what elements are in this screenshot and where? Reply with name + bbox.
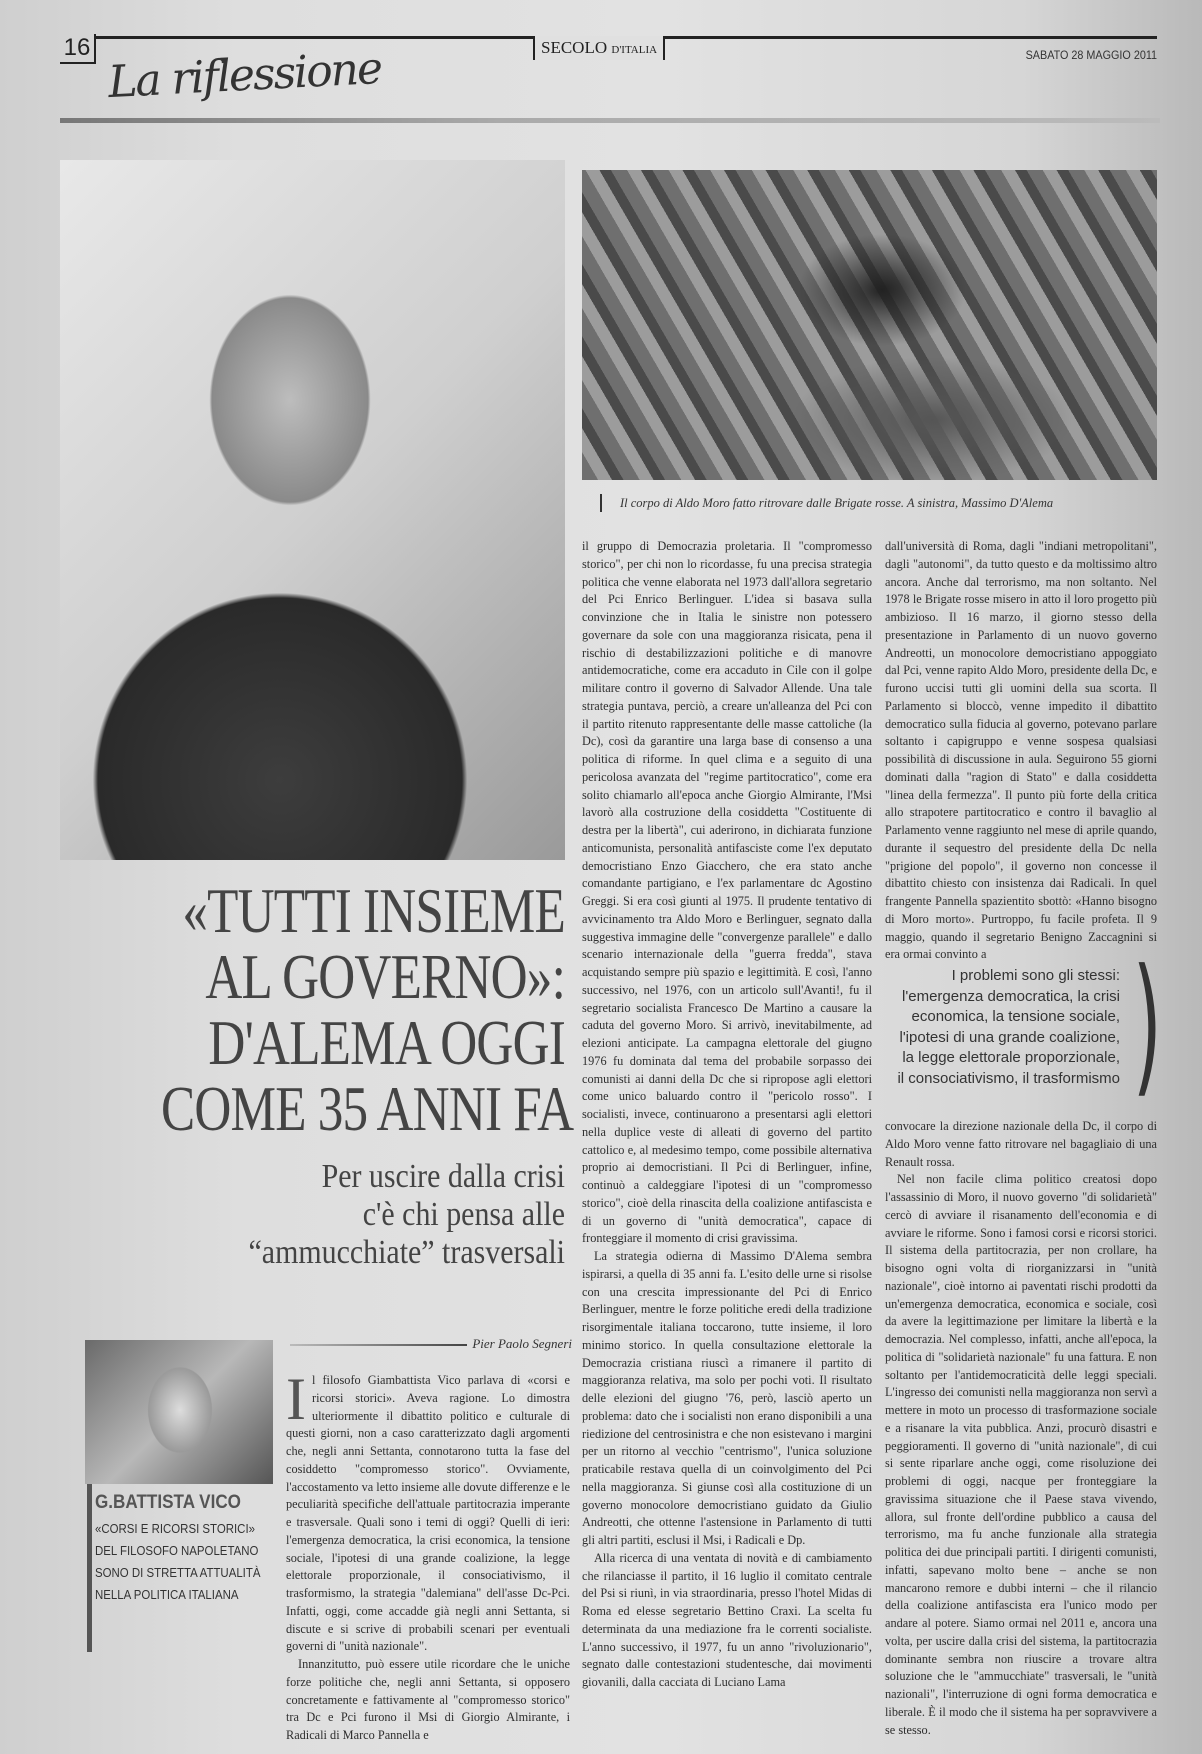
quote-line: l'ipotesi di una grande coalizione, — [899, 1028, 1120, 1046]
headline-line: «TUTTI INSIEME — [182, 875, 565, 946]
masthead — [533, 36, 665, 60]
masthead-suffix: D'ITALIA — [611, 44, 658, 56]
sidebar-name: G.BATTISTA VICO — [95, 1492, 241, 1513]
section-rule — [60, 118, 1160, 123]
paragraph: il gruppo di Democrazia proletaria. Il "compromesso storico", per chi non lo ricordasse, fu una precisa strategia politica che venne elaborata nel 1973 dall'allora segretario del Pci Enrico Berlinguer. L'idea si basava sulla convinzione che in Italia le sinistre non potessero governare da sole con una maggioranza risicata, pena il rischio di destabilizzazioni politiche e di manovre antidemocratiche, come era accaduto in Cile con il golpe militare contro il governo di Salvador Allende. Una tale strategia puntava, perciò, a creare un'alleanza del Pci con il partito ritenuto rappresentante delle masse cattoliche (la Dc), così da garantire una larga base di consenso a una politica di riforme. In quel clima e a seguito di una pericolosa avanzata del "regime partitocratico", come era solito chiamarlo all'epoca anche Giorgio Almirante, l'Msi lavorò alla costruzione della cosiddetta "Costituente di destra per la libertà", cui aderirono, in dichiarata funzione anticomunista, personalità antifasciste come l'ex deputato democristiano Enzo Giacchero, che era stato anche comandante partigiano, e l'ex parlamentare dc Agostino Greggi. Si era così giunti al 1975. Il prudente tentativo di avvicinamento tra Aldo Moro e Berlinguer, segnato dalla suggestiva immagine delle "convergenze parallele" e dallo scenario internazionale della "guerra fredda", stava acquistando sempre più spazio e legittimità. E così, l'anno successivo, nel 1976, con un articolo sull'Avanti!, fu il segretario socialista Francesco De Martino a causare la caduta del governo Moro. Si arrivò, inevitabilmente, ad elezioni anticipate. La campagna elettorale del giugno 1976 fu dominata dal tema del probabile sorpasso dei comunisti ai danni della Dc che si ripropose agli elettori come unico baluardo contro il "pericolo rosso". I socialisti, invece, continuarono a presentarsi agli elettori nella duplice veste di alleati di governo del partito cattolico e, al medesimo tempo, come possibile alternativa proprio ai democristiani. Il Pci di Berlinguer, infine, continuò a caldeggiare l'ipotesi di un "compromesso storico", cioè della rinascita della coalizione antifascista e di un governo di "unità democratica", capace di fronteggiare il momento di crisi gravissima. — [582, 539, 872, 1246]
issue-date: SABATO 28 MAGGIO 2011 — [1025, 48, 1157, 62]
headline-line: COME 35 ANNI FA — [161, 1073, 574, 1144]
pull-quote — [885, 966, 1120, 1089]
quote-line: la legge elettorale proporzionale, — [902, 1049, 1120, 1066]
headline — [60, 875, 574, 1144]
subhead-line: “ammucchiate” trasversali — [248, 1234, 565, 1271]
quote-line: I problemi sono gli stessi: — [951, 967, 1120, 984]
headline-line: D'ALEMA OGGI — [208, 1007, 566, 1078]
sidebar-vico — [85, 1340, 273, 1652]
article-column-2 — [582, 538, 872, 1752]
paragraph: Nel non facile clima politico creatosi dopo l'assassinio di Moro, il nuovo governo "di solidarietà" cercò di avviare il risanamento dell'economia e di avviare le riforme. Sono i famosi corsi e ricorsi storici. Il sistema della partitocrazia, per non crollare, ha bisogno ogni volta di riorganizzarsi in "unità nazionale", cioè intorno ai paventati rischi prodotti da un'emergenza democratica, economica e sociale, così da avere la legittimazione per limitare la libertà e la democrazia. Nel complesso, infatti, anche all'epoca, la politica di "solidarietà nazionale" fu una fattura. E non soltanto per l'antidemocraticità delle leggi speciali. L'ingresso dei comunisti nella maggioranza non servì a mettere in moto un processo di trasformazione sociale e a risanare la vita pubblica. Anzi, procurò disastri e peggioramenti. Il governo di "unità nazionale", di cui si sente riparlare anche oggi, come risoluzione dei problemi di oggi, nacque per fronteggiare la gravissima situazione che il Paese stava vivendo, allora, sul fronte dell'ordine pubblico a causa del terrorismo, ma fu anche funzionale alla strategia politica dei due principali partiti. I dirigenti comunisti, infatti, sapevano molto bene – anche se non mancarono remore e dubbi interni – che il rilancio della coalizione antifascista era l'unico modo per andare al potere. Siamo ormai nel 2011 e, ancora una volta, per uscire dalla crisi del sistema, la partitocrazia dominante sembra non riuscire a trovare altra soluzione che le "ammucchiate" trasversali, le "unità nazionali", l'interruzione di ogni forma democratica e liberale. È il modo che il sistema ha per sopravvivere a se stesso. — [885, 1172, 1157, 1737]
article-column-1 — [286, 1366, 571, 1752]
sidebar-bar — [87, 1484, 92, 1652]
section-title: La riflessione — [106, 42, 383, 109]
paragraph: Alla ricerca di una ventata di novità e di cambiamento che rilanciasse il partito, il 16 luglio il comitato centrale del Psi si riunì, in via straordinaria, presso l'hotel Midas di Roma ed elesse segretario Bettino Craxi. La scelta fu determinata da una mediazione fra le correnti socialiste. L'anno successivo, il 1977, fu un anno "rivoluzionario", segnato dalle contestazioni studentesche, dai movimenti giovanili, dalla cacciata di Luciano Lama — [582, 1550, 872, 1689]
subhead-line: c'è chi pensa alle — [362, 1196, 565, 1233]
paragraph: convocare la direzione nazionale della Dc, il corpo di Aldo Moro venne fatto ritrovare nel bagagliaio di una Renault rossa. — [885, 1119, 1157, 1169]
quote-line: l'emergenza democratica, la crisi — [902, 987, 1120, 1005]
byline: Pier Paolo Segneri — [290, 1336, 572, 1352]
photo-moro — [582, 170, 1157, 480]
subheadline — [60, 1158, 565, 1272]
article-column-3-top — [885, 538, 1157, 962]
photo-dalema — [60, 160, 565, 860]
portrait-vico — [85, 1340, 273, 1484]
paragraph: Innanzitutto, può essere utile ricordare che le uniche forze politiche che, negli anni Settanta, si opposero concretamente e fattivamente al "compromesso storico" tra Dc e Pci furono il Msi di Giorgio Almirante, i Radicali di Marco Pannella e — [286, 1657, 570, 1742]
quote-line: economica, la tensione sociale, — [911, 1008, 1120, 1025]
quote-bracket-icon: ) — [1132, 938, 1162, 1112]
quote-line: il consociativismo, il trasformismo — [897, 1069, 1120, 1087]
paragraph: La strategia odierna di Massimo D'Alema sembra ispirarsi, a quella di 35 anni fa. L'esito delle urne si risolse con una crescita impressionante del Pci di Enrico Berlinguer, mentre le forze politiche eredi della tradizione risorgimentale italiana toccarono, tutte insieme, il loro minimo storico. In quella consultazione elettorale la Democrazia cristiana riuscì a rimanere il partito di maggioranza relativa, ma solo per pochi voti. Il risultato delle elezioni del giugno '76, però, lasciò aperto un problema: dato che i socialisti non erano disponibili a una riedizione del centrosinistra e che non esistevano i margini per un ritorno al vecchio "centrismo", l'unica soluzione praticabile restava quella di un coinvolgimento del Pci nella maggioranza. Si giunse così alla costituzione di un governo monocolore democristiano guidato da Giulio Andreotti, che ottenne l'astensione in Parlamento di tutti gli altri partiti, esclusi il Msi, i Radicali e Dp. — [582, 1249, 872, 1547]
headline-line: AL GOVERNO»: — [205, 941, 565, 1012]
paragraph: dall'università di Roma, dagli "indiani metropolitani", dagli "autonomi", da tutto questo e da moltissimo altro ancora. Anche dal terrorismo, ma non soltanto. Nel 1978 le Brigate rosse misero in atto il loro progetto più ambizioso. Il 16 marzo, il giorno stesso della presentazione in Parlamento di un nuovo governo Andreotti, un monocolore democristiano appoggiato dal Pci, venne rapito Aldo Moro, presidente della Dc, e furono uccisi tutti gli uomini della sua scorta. Il Parlamento si bloccò, venne impedito il dibattito democratico sulla fiducia al governo, potevano parlare soltanto i capigruppo e venne sospesa qualsiasi possibilità di discussione in aula. Seguirono 55 giorni dominati dalla "ragion di Stato" e dalla cosiddetta "linea della fermezza". Il punto più forte della critica allo strapotere partitocratico e contro il bavaglio al Parlamento venne raggiunto nel mese di aprile quando, durante il sequestro del presidente della Dc nella "prigione del popolo", il governo non concesse il dibattito chiesto con insistenza dai Radicali. In quel frangente Pannella spazientito sbottò: «Hanno bisogno di Moro morto». Purtroppo, fu facile profeta. Il 9 maggio, quando il segretario Benigno Zaccagnini si era ormai convinto a — [885, 539, 1157, 962]
photo-caption: Il corpo di Aldo Moro fatto ritrovare dalle Brigate rosse. A sinistra, Massimo D'Alema — [600, 494, 1180, 512]
page-number: 16 — [60, 34, 96, 64]
subhead-line: Per uscire dalla crisi — [321, 1158, 565, 1195]
sidebar-text: «CORSI E RICORSI STORICI» DEL FILOSOFO NAPOLETANO SONO DI STRETTA ATTUALITÀ NELLA POLITICA ITALIANA — [95, 1521, 261, 1602]
paragraph: l filosofo Giambattista Vico parlava di «corsi e ricorsi storici». Aveva ragione. Lo dimostra ulteriormente il dibattito politico e culturale di questi giorni, non a caso caratterizzato dagli argomenti che, negli anni Settanta, connotarono tutta la fase del cosiddetto "compromesso storico". Ovviamente, l'accostamento va letto insieme alle dovute differenze e le peculiarità specifiche dell'attuale partitocrazia imperante e trasversale. Quali sono i temi di oggi? Quelli di ieri: l'emergenza democratica, la crisi economica, la tensione sociale, l'ipotesi di una grande coalizione, la legge elettorale proporzionale, il consociativismo, il trasformismo, la strategia "dalemiana" dell'asse Dc-Pci. Infatti, oggi, come accadde già negli anni Settanta, si discute e si scrive di probabili scenari per eventuali governi di "unità nazionale". — [286, 1373, 571, 1654]
drop-cap: I — [286, 1366, 306, 1432]
masthead-name: SECOLO — [541, 38, 608, 57]
article-column-3-bottom — [885, 1118, 1157, 1754]
